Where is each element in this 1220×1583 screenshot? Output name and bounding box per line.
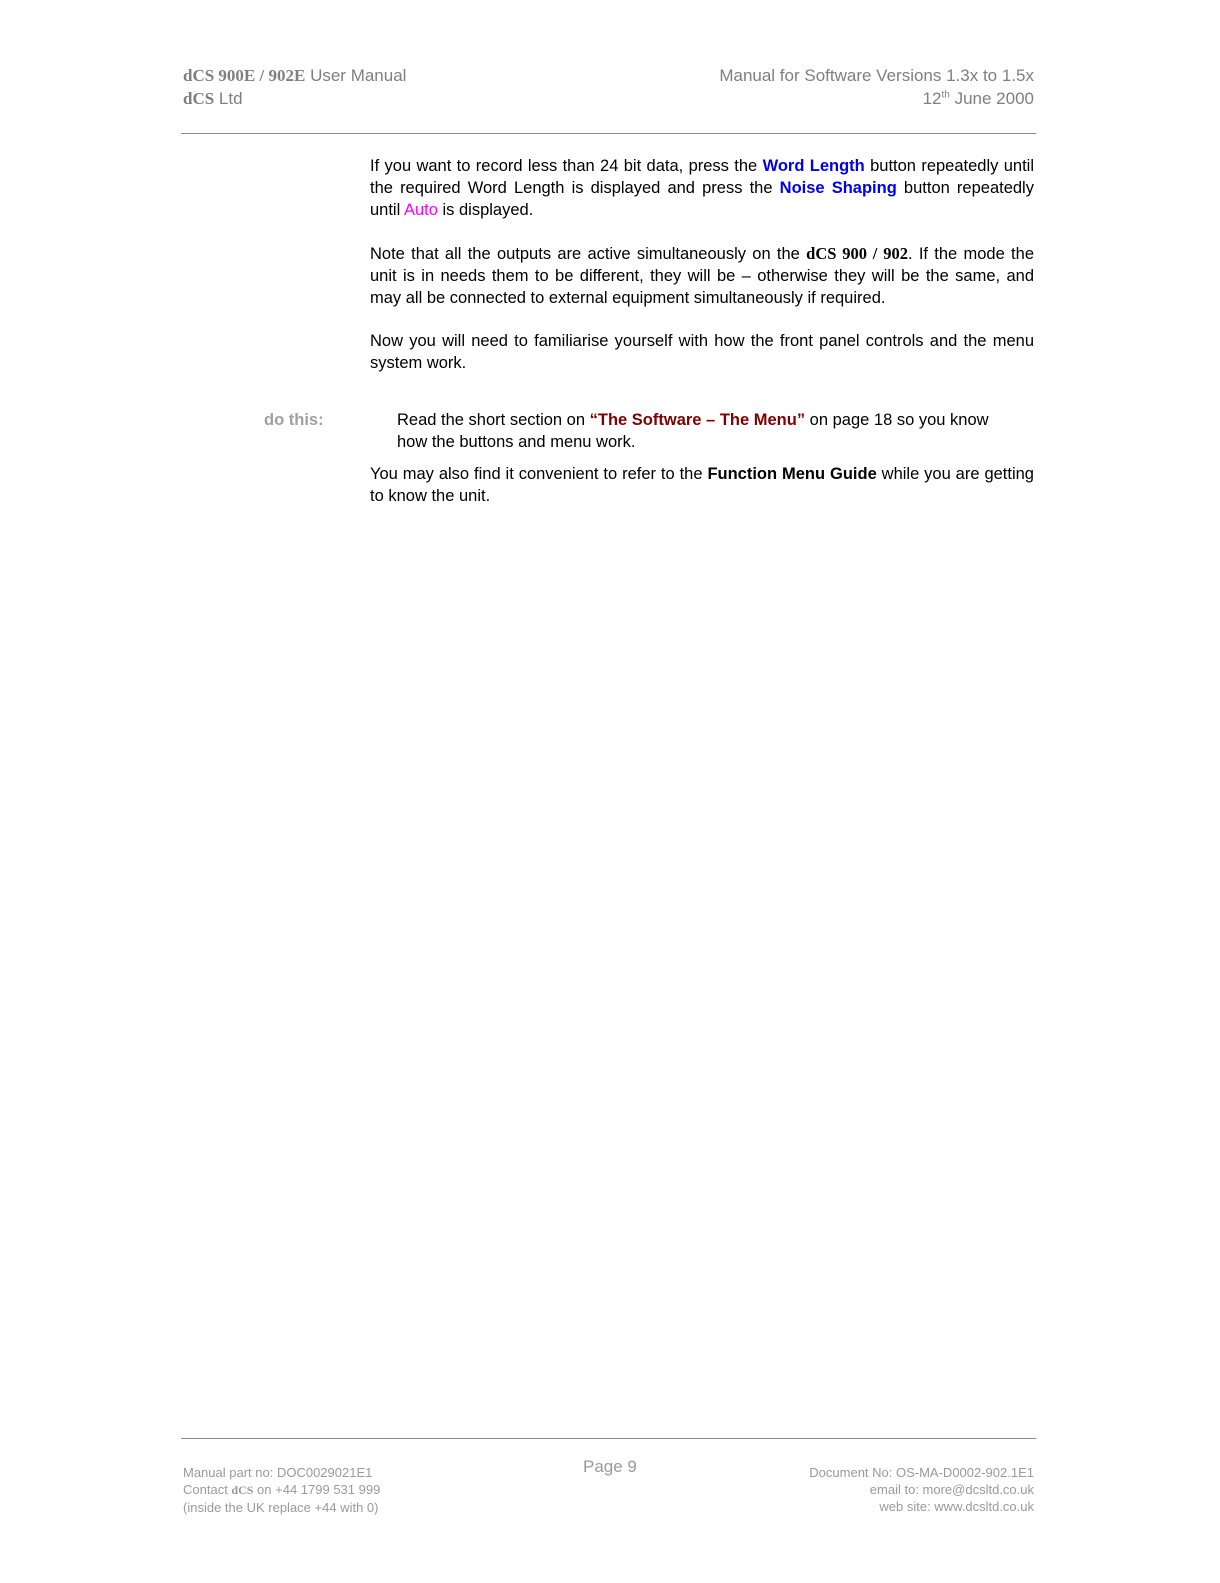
website-link[interactable]: web site: www.dcsltd.co.uk xyxy=(879,1499,1034,1514)
text-run: Contact xyxy=(183,1482,232,1497)
doc-type: User Manual xyxy=(310,66,407,85)
footer-divider xyxy=(181,1438,1036,1439)
text-run: button repeatedly until the required Word Length is displayed and press the xyxy=(370,157,1035,197)
page-body-continued xyxy=(370,463,1034,507)
company-suffix: Ltd xyxy=(218,89,243,108)
email-link[interactable]: email to: more@dcsltd.co.uk xyxy=(869,1482,1034,1497)
page-body xyxy=(370,155,1034,374)
company-brand: dCS xyxy=(183,89,215,108)
text-run: Read the short section on xyxy=(397,411,590,429)
word-length-button-ref: Word Length xyxy=(762,157,865,175)
do-this-instruction xyxy=(397,409,1017,453)
software-menu-section-link[interactable]: “The Software – The Menu” xyxy=(589,411,806,429)
do-this-label: do this: xyxy=(264,411,324,429)
footer-left xyxy=(183,1464,380,1516)
paragraph-function-menu-guide xyxy=(370,463,1034,507)
header-divider xyxy=(181,133,1036,134)
header-right xyxy=(719,64,1034,110)
text-run: You may also find it convenient to refer to the xyxy=(370,465,708,483)
text-run: is displayed. xyxy=(437,201,534,219)
text-run: button repeatedly until xyxy=(370,179,1034,219)
software-versions: Manual for Software Versions 1.3x to 1.5x xyxy=(719,66,1034,85)
manual-title xyxy=(183,64,406,87)
paragraph-outputs xyxy=(370,243,1034,309)
header-left xyxy=(183,64,406,110)
text-run: . If the mode the unit is in needs them to be different, they will be – otherwise they will be the same, and may all be connected to external equipment simultaneously if required. xyxy=(370,245,1034,307)
text-run: while you are getting to know the unit. xyxy=(370,465,1034,505)
auto-display-value: Auto xyxy=(403,201,438,219)
date-day: 12 xyxy=(922,89,942,108)
text-run: Note that all the outputs are active simultaneously on the xyxy=(370,245,807,263)
date-suffix: th xyxy=(941,89,950,101)
manual-date xyxy=(719,87,1034,110)
product-name: dCS 900E / 902E xyxy=(183,66,306,85)
document-number: Document No: OS-MA-D0002-902.1E1 xyxy=(809,1465,1034,1480)
text-run: on page 18 so you know how the buttons and menu work. xyxy=(397,411,989,451)
paragraph-familiarise: Now you will need to familiarise yourself with how the front panel controls and the menu system work. xyxy=(370,332,1034,372)
function-menu-guide-ref: Function Menu Guide xyxy=(707,465,877,483)
page-number: Page 9 xyxy=(583,1457,637,1476)
date-month-year: June 2000 xyxy=(954,89,1034,108)
product-name-inline: dCS 900 / 902 xyxy=(806,244,908,263)
contact-brand: dCS xyxy=(231,1483,254,1497)
text-run: If you want to record less than 24 bit data, press the xyxy=(370,157,763,175)
manual-part-number: Manual part no: DOC0029021E1 xyxy=(183,1465,373,1480)
contact-phone xyxy=(183,1481,380,1499)
uk-dialing-note: (inside the UK replace +44 with 0) xyxy=(183,1500,379,1515)
footer-right xyxy=(809,1464,1034,1515)
noise-shaping-button-ref: Noise Shaping xyxy=(779,179,897,197)
paragraph-word-length xyxy=(370,155,1034,221)
company-name xyxy=(183,87,406,110)
text-run: on +44 1799 531 999 xyxy=(253,1482,381,1497)
